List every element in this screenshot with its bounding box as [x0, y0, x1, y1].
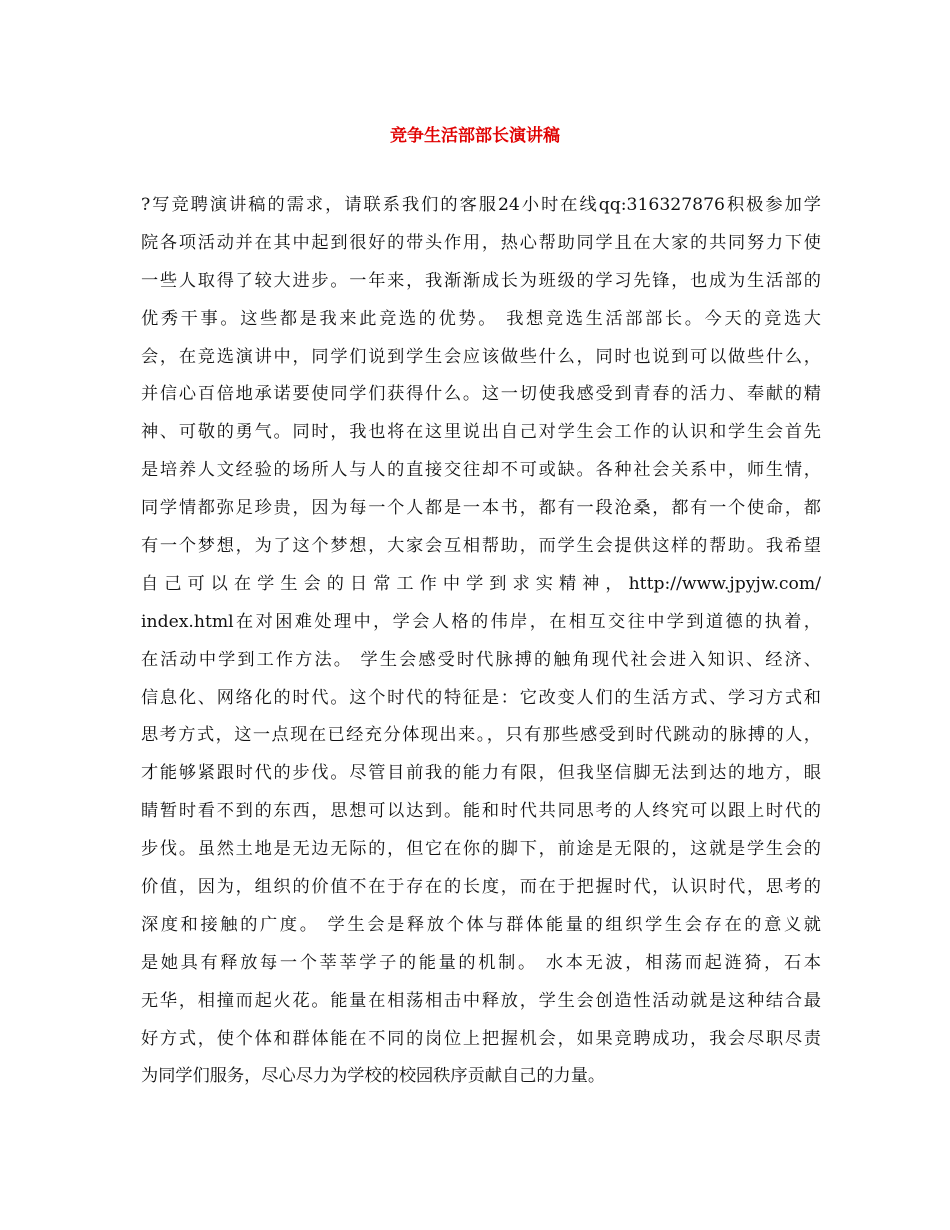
- body-line: 同学情都弥足珍贵，因为每一个人都是一本书，都有一段沧桑，都有一个使命，都: [141, 498, 821, 519]
- body-line: 有一个梦想，为了这个梦想，大家会互相帮助，而学生会提供这样的帮助。我希望: [141, 536, 821, 557]
- document-body: [141, 187, 821, 1096]
- document-title: 竞争生活部部长演讲稿: [390, 126, 560, 146]
- body-line: 优秀干事。这些都是我来此竞选的优势。 我想竞选生活部部长。今天的竞选大: [141, 308, 821, 329]
- body-line: 价值，因为，组织的价值不在于存在的长度，而在于把握时代，认识时代，思考的: [141, 877, 821, 898]
- body-line: 思考方式，这一点现在已经充分体现出来。，只有那些感受到时代跳动的脉搏的人，: [141, 725, 821, 746]
- body-line: 睛暂时看不到的东西，思想可以达到。能和时代共同思考的人终究可以跟上时代的: [141, 801, 821, 822]
- body-line: 步伐。虽然土地是无边无际的，但它在你的脚下，前途是无限的，这就是学生会的: [141, 839, 821, 860]
- body-line: 信息化、网络化的时代。这个时代的特征是：它改变人们的生活方式、学习方式和: [141, 687, 821, 708]
- body-line: 为同学们服务，尽心尽力为学校的校园秩序贡献自己的力量。: [141, 1066, 606, 1087]
- body-line: 一些人取得了较大进步。一年来，我渐渐成长为班级的学习先锋，也成为生活部的: [141, 270, 821, 291]
- body-line: 神、可敬的勇气。同时，我也将在这里说出自己对学生会工作的认识和学生会首先: [141, 422, 821, 443]
- body-line: 好方式，使个体和群体能在不同的岗位上把握机会，如果竞聘成功，我会尽职尽责: [141, 1028, 821, 1049]
- body-line: 在活动中学到工作方法。 学生会感受时代脉搏的触角现代社会进入知识、经济、: [141, 649, 821, 670]
- body-line: 是培养人文经验的场所人与人的直接交往却不可或缺。各种社会关系中，师生情，: [141, 460, 821, 481]
- body-line: 会，在竞选演讲中，同学们说到学生会应该做些什么，同时也说到可以做些什么，: [141, 346, 821, 367]
- body-line: 自己可以在学生会的日常工作中学到求实精神，http://www.jpyjw.com/: [141, 573, 821, 594]
- body-line: 才能够紧跟时代的步伐。尽管目前我的能力有限，但我坚信脚无法到达的地方，眼: [141, 763, 821, 784]
- body-line: index.html在对困难处理中，学会人格的伟岸，在相互交往中学到道德的执着，: [141, 611, 821, 632]
- body-line: 无华，相撞而起火花。能量在相荡相击中释放，学生会创造性活动就是这种结合最: [141, 990, 821, 1011]
- body-line: 院各项活动并在其中起到很好的带头作用，热心帮助同学且在大家的共同努力下使: [141, 232, 821, 253]
- body-line: 深度和接触的广度。 学生会是释放个体与群体能量的组织学生会存在的意义就: [141, 914, 821, 935]
- body-line: 并信心百倍地承诺要使同学们获得什么。这一切使我感受到青春的活力、奉献的精: [141, 384, 821, 405]
- body-line: 是她具有释放每一个莘莘学子的能量的机制。 水本无波，相荡而起涟猗，石本: [141, 952, 821, 973]
- body-line: ?写竞聘演讲稿的需求，请联系我们的客服24小时在线qq:316327876积极参加学: [141, 195, 821, 215]
